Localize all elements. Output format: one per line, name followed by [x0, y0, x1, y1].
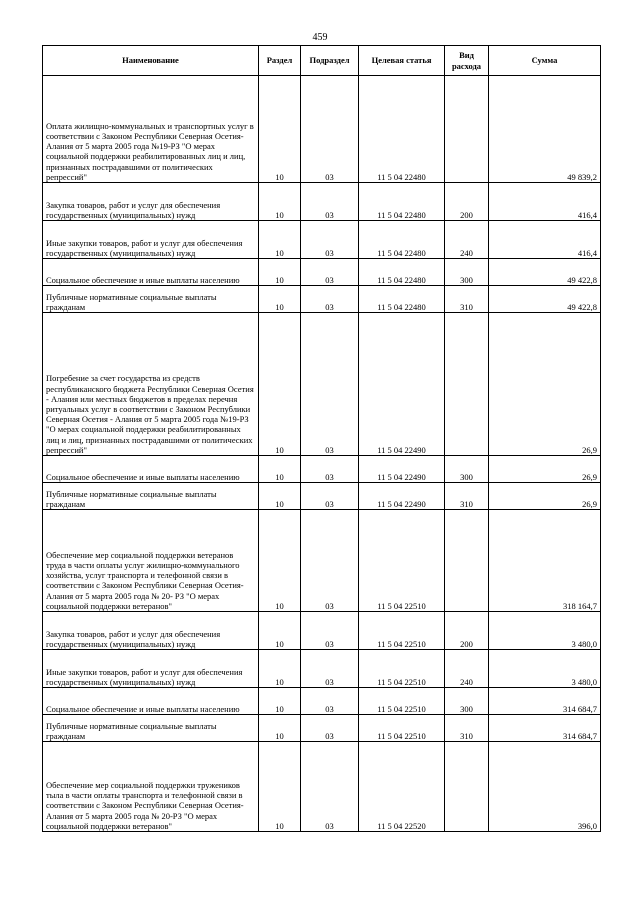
row-subsection: 03: [301, 183, 359, 221]
row-amount: 3 480,0: [489, 612, 601, 650]
row-section: 10: [259, 183, 301, 221]
row-amount: 49 839,2: [489, 76, 601, 183]
row-expense-type: 300: [445, 259, 489, 286]
row-amount: 416,4: [489, 183, 601, 221]
row-amount: 3 480,0: [489, 650, 601, 688]
row-subsection: 03: [301, 456, 359, 483]
row-name: Публичные нормативные социальные выплаты гражданам: [43, 483, 259, 510]
row-name: Обеспечение мер социальной поддержки тружеников тыла в части оплаты транспорта и телефонной связи в соответствии с Законом Республики Северная Осетия-Алания от 5 марта 2005 года № 20-РЗ "О мерах социальной поддержки ветеранов": [43, 742, 259, 832]
table-row: [43, 688, 601, 715]
row-expense-type: 240: [445, 221, 489, 259]
row-expense-type: 200: [445, 612, 489, 650]
row-section: 10: [259, 510, 301, 612]
table-row: [43, 483, 601, 510]
row-subsection: 03: [301, 510, 359, 612]
row-section: 10: [259, 715, 301, 742]
row-amount: 314 684,7: [489, 715, 601, 742]
row-name: Публичные нормативные социальные выплаты гражданам: [43, 286, 259, 313]
row-amount: 314 684,7: [489, 688, 601, 715]
row-subsection: 03: [301, 259, 359, 286]
row-expense-type: [445, 313, 489, 456]
row-subsection: 03: [301, 715, 359, 742]
header-amount: Сумма: [489, 46, 601, 76]
table-row: [43, 313, 601, 456]
row-subsection: 03: [301, 313, 359, 456]
row-amount: 49 422,8: [489, 259, 601, 286]
row-section: 10: [259, 259, 301, 286]
table-row: [43, 456, 601, 483]
row-article: 11 5 04 22480: [359, 76, 445, 183]
table-row: [43, 510, 601, 612]
row-section: 10: [259, 612, 301, 650]
row-amount: 396,0: [489, 742, 601, 832]
row-expense-type: 310: [445, 483, 489, 510]
row-article: 11 5 04 22490: [359, 483, 445, 510]
row-section: 10: [259, 76, 301, 183]
row-section: 10: [259, 286, 301, 313]
row-expense-type: 300: [445, 688, 489, 715]
row-section: 10: [259, 742, 301, 832]
row-article: 11 5 04 22510: [359, 688, 445, 715]
row-subsection: 03: [301, 612, 359, 650]
row-expense-type: 310: [445, 286, 489, 313]
row-expense-type: [445, 742, 489, 832]
row-article: 11 5 04 22490: [359, 456, 445, 483]
header-expense-type: Вид расхода: [445, 46, 489, 76]
budget-table: [42, 45, 601, 832]
table-row: [43, 612, 601, 650]
header-article: Целевая статья: [359, 46, 445, 76]
row-article: 11 5 04 22510: [359, 715, 445, 742]
row-expense-type: [445, 76, 489, 183]
row-amount: 416,4: [489, 221, 601, 259]
row-subsection: 03: [301, 650, 359, 688]
row-article: 11 5 04 22510: [359, 612, 445, 650]
table-row: [43, 715, 601, 742]
row-name: Иные закупки товаров, работ и услуг для обеспечения государственных (муниципальных) нужд: [43, 221, 259, 259]
row-amount: 318 164,7: [489, 510, 601, 612]
row-subsection: 03: [301, 286, 359, 313]
header-name: Наименование: [43, 46, 259, 76]
row-amount: 49 422,8: [489, 286, 601, 313]
row-article: 11 5 04 22490: [359, 313, 445, 456]
row-subsection: 03: [301, 688, 359, 715]
row-name: Погребение за счет государства из средств республиканского бюджета Республики Северная Осетия - Алания или местных бюджетов в пределах перечня ритуальных услуг в соответствии с Законом Республики Северная Осетия - Алания от 5 марта 2005 года №19-РЗ "О мерах социальной поддержки реабилитированных лиц и лиц, признанных пострадавшими от политических репрессий": [43, 313, 259, 456]
row-name: Закупка товаров, работ и услуг для обеспечения государственных (муниципальных) нужд: [43, 612, 259, 650]
row-name: Иные закупки товаров, работ и услуг для обеспечения государственных (муниципальных) нужд: [43, 650, 259, 688]
row-article: 11 5 04 22520: [359, 742, 445, 832]
table-row: [43, 221, 601, 259]
row-section: 10: [259, 313, 301, 456]
table-header-row: [43, 46, 601, 76]
row-name: Социальное обеспечение и иные выплаты населению: [43, 688, 259, 715]
row-subsection: 03: [301, 76, 359, 183]
page-number: 459: [312, 32, 328, 43]
row-subsection: 03: [301, 483, 359, 510]
row-subsection: 03: [301, 221, 359, 259]
row-name: Социальное обеспечение и иные выплаты населению: [43, 456, 259, 483]
row-section: 10: [259, 483, 301, 510]
header-section: Раздел: [259, 46, 301, 76]
row-expense-type: 300: [445, 456, 489, 483]
row-article: 11 5 04 22510: [359, 510, 445, 612]
row-article: 11 5 04 22480: [359, 221, 445, 259]
row-article: 11 5 04 22480: [359, 286, 445, 313]
row-name: Закупка товаров, работ и услуг для обеспечения государственных (муниципальных) нужд: [43, 183, 259, 221]
table-row: [43, 742, 601, 832]
table-row: [43, 259, 601, 286]
row-amount: 26,9: [489, 456, 601, 483]
row-section: 10: [259, 688, 301, 715]
row-name: Публичные нормативные социальные выплаты гражданам: [43, 715, 259, 742]
table-row: [43, 650, 601, 688]
row-section: 10: [259, 456, 301, 483]
table-row: [43, 76, 601, 183]
row-expense-type: 200: [445, 183, 489, 221]
row-expense-type: 240: [445, 650, 489, 688]
row-expense-type: 310: [445, 715, 489, 742]
row-name: Оплата жилищно-коммунальных и транспортных услуг в соответствии с Законом Республики Северная Осетия-Алания от 5 марта 2005 года №19-РЗ "О мерах социальной поддержки реабилитированных лиц и лиц, признанных пострадавшими от политических репрессий": [43, 76, 259, 183]
row-expense-type: [445, 510, 489, 612]
row-section: 10: [259, 650, 301, 688]
row-article: 11 5 04 22480: [359, 183, 445, 221]
row-article: 11 5 04 22480: [359, 259, 445, 286]
row-amount: 26,9: [489, 483, 601, 510]
row-amount: 26,9: [489, 313, 601, 456]
table-row: [43, 286, 601, 313]
header-subsection: Подраздел: [301, 46, 359, 76]
row-subsection: 03: [301, 742, 359, 832]
row-article: 11 5 04 22510: [359, 650, 445, 688]
row-name: Обеспечение мер социальной поддержки ветеранов труда в части оплаты услуг жилищно-коммунального хозяйства, услуг транспорта и телефонной связи в соответствии с Законом Республики Северная Осетия-Алания от 5 марта 2005 года № 20- РЗ "О мерах социальной поддержки ветеранов": [43, 510, 259, 612]
row-section: 10: [259, 221, 301, 259]
row-name: Социальное обеспечение и иные выплаты населению: [43, 259, 259, 286]
table-row: [43, 183, 601, 221]
